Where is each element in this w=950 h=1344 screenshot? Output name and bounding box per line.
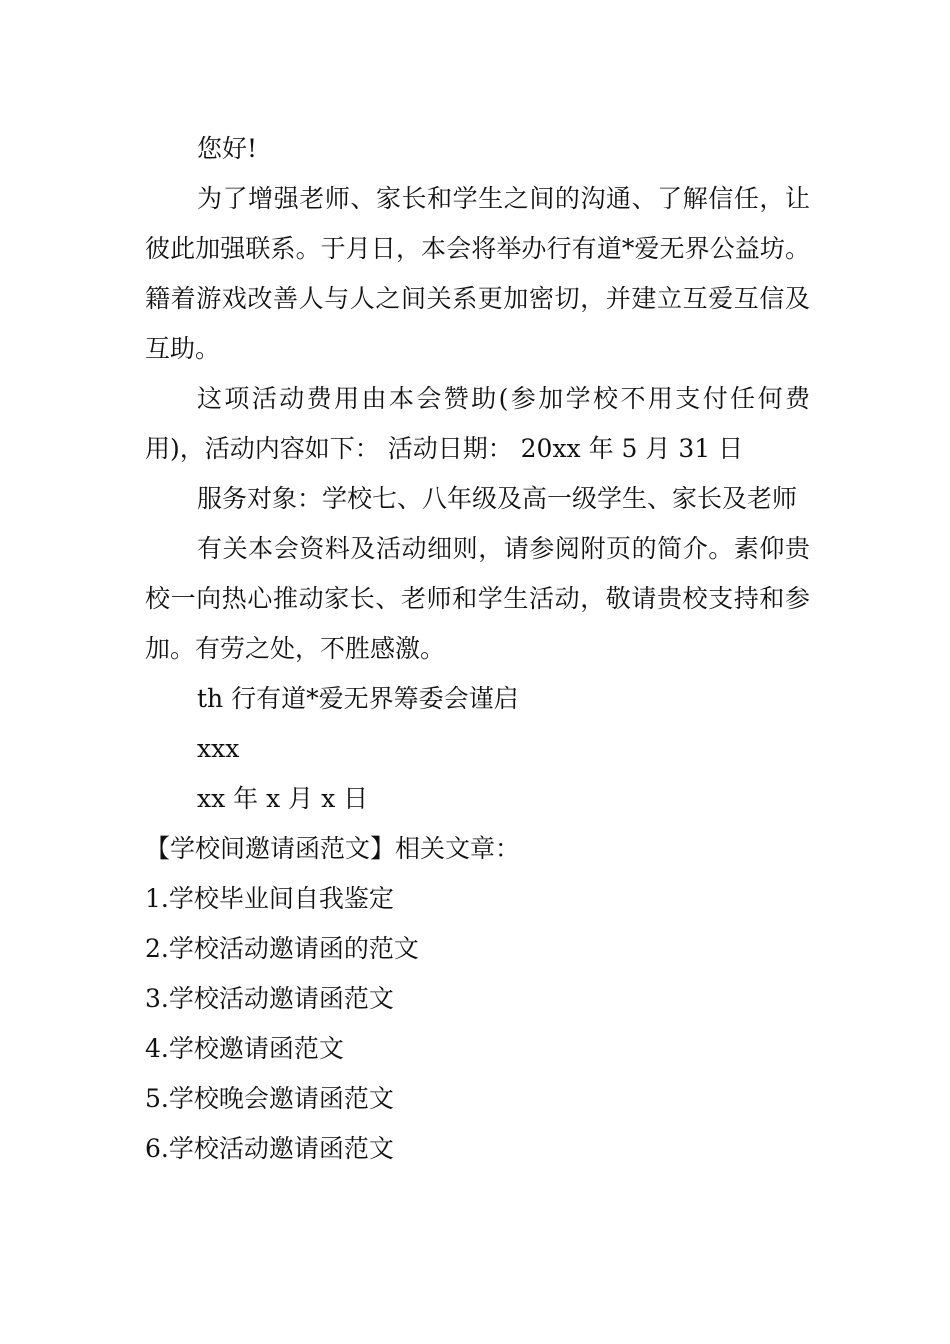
related-article-item[interactable]: 2.学校活动邀请函的范文 xyxy=(145,934,419,963)
related-articles-heading: 【学校间邀请函范文】相关文章： xyxy=(145,834,521,863)
paragraph-closing: 有关本会资料及活动细则，请参阅附页的简介。素仰贵校一向热心推动家长、老师和学生活动，敬请贵校支持和参加。有劳之处，不胜感激。 xyxy=(145,534,810,663)
related-article-item[interactable]: 6.学校活动邀请函范文 xyxy=(145,1134,394,1163)
paragraph-service-target: 服务对象：学校七、八年级及高一级学生、家长及老师 xyxy=(197,484,798,513)
related-article-item[interactable]: 3.学校活动邀请函范文 xyxy=(145,984,394,1013)
paragraph-activity-cost: 这项活动费用由本会赞助(参加学校不用支付任何费用)，活动内容如下： 活动日期： 20xx 年 5 月 31 日 xyxy=(145,384,810,463)
greeting: 您好! xyxy=(197,134,258,163)
related-article-item[interactable]: 4.学校邀请函范文 xyxy=(145,1034,344,1063)
signature-name: xxx xyxy=(197,734,240,763)
paragraph-intro: 为了增强老师、家长和学生之间的沟通、了解信任，让彼此加强联系。于月日，本会将举办行有道*爱无界公益坊。籍着游戏改善人与人之间关系更加密切，并建立互爱互信及互助。 xyxy=(145,184,810,363)
related-article-item[interactable]: 5.学校晚会邀请函范文 xyxy=(145,1084,394,1113)
letter-content xyxy=(145,124,810,1174)
signature-date: xx 年 x 月 x 日 xyxy=(197,784,369,813)
signature-organization: th 行有道*爱无界筹委会谨启 xyxy=(197,684,519,713)
related-article-item[interactable]: 1.学校毕业间自我鉴定 xyxy=(145,884,394,913)
